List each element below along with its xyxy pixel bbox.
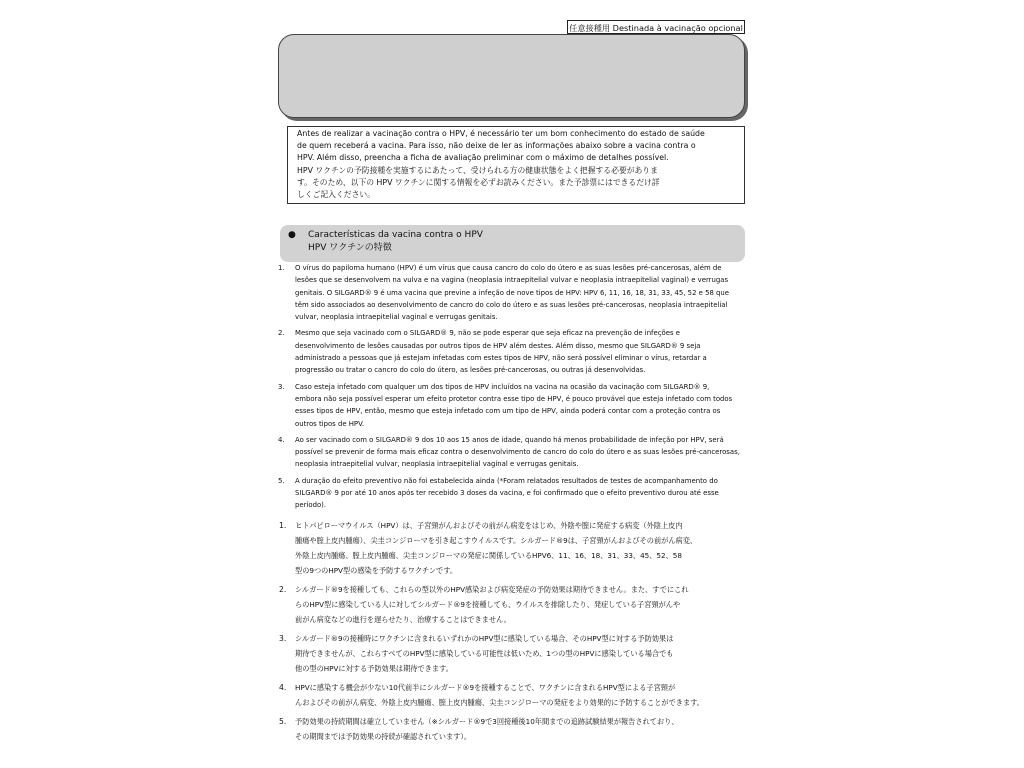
notice-line: de quem receberá a vacina. Para isso, não deixe de ler as informações abaixo sobre a vacina contra o bbox=[297, 141, 696, 151]
jp-list-item bbox=[279, 631, 749, 676]
jp-item-number: 3. bbox=[279, 634, 287, 643]
pt-item-line: SILGARD® 9 por até 10 anos após ter recebido 3 doses da vacina, e foi confirmado que o efeito preventivo durou até esse bbox=[295, 489, 719, 498]
pt-item-line: desenvolvimento de lesões causadas por outros tipos de HPV além destes. Além disso, mesmo que SILGARD® 9 seja bbox=[295, 341, 701, 350]
pt-item-number: 5. bbox=[278, 476, 285, 485]
jp-item-line: シルガード®9の接種時にワクチンに含まれるいずれかのHPV型に感染している場合、そのHPV型に対する予防効果は bbox=[295, 634, 674, 643]
optional-vaccination-badge: 任意接種用 Destinada à vacinação opcional bbox=[567, 20, 745, 34]
jp-item-line: らのHPV型に感染している人に対してシルガード®9を接種しても、ウイルスを排除したり、発症している子宮頸がんや bbox=[295, 600, 681, 609]
pt-list-item bbox=[278, 327, 748, 376]
jp-item-line: HPVに感染する機会が少ない10代前半にシルガード®9を接種することで、ワクチンに含まれるHPV型による子宮頸が bbox=[295, 683, 676, 692]
pt-item-number: 1. bbox=[278, 264, 285, 272]
pt-item-number: 3. bbox=[278, 382, 285, 391]
notice-line: HPV ワクチンの予防接種を実施するにあたって、受けられる方の健康状態をよく把握する必要がありま bbox=[297, 165, 658, 175]
pt-list-item bbox=[278, 381, 748, 430]
jp-item-number: 1. bbox=[279, 521, 287, 530]
pt-item-line: lesões que se desenvolvem na vulva e na vagina (neoplasia intraepitelial vulvar e neoplasia intraepitelial vaginal) e verrugas bbox=[295, 276, 729, 285]
pt-item-line: O vírus do papiloma humano (HPV) é um vírus que causa cancro do colo do útero e as suas lesões pré-cancerosas, além de bbox=[295, 264, 722, 272]
pt-item-line: A duração do efeito preventivo não foi estabelecida ainda (*Foram relatados resultados de testes de acompanhamento do bbox=[295, 476, 718, 485]
jp-item-line: 他の型のHPVに対する予防効果は期待できます。 bbox=[295, 664, 453, 673]
jp-list-item bbox=[279, 518, 749, 578]
pt-item-line: vulvar, neoplasia intraepitelial vaginal e verrugas genitais. bbox=[295, 313, 498, 322]
pt-list-item bbox=[278, 262, 748, 323]
pt-item-line: genitais. O SILGARD® 9 é uma vacina que previne a infeção de nove tipos de HPV: HPV 6, 11, 16, 18, 31, 33, 45, 52 e 58 que bbox=[295, 288, 730, 297]
section-header bbox=[280, 225, 745, 262]
japanese-items-list bbox=[279, 518, 749, 748]
pt-list-item bbox=[278, 475, 748, 512]
pt-item-line: embora não seja possível esperar um efeito protetor contra esse tipo de HPV, é pouco provável que esteja infetado com todos bbox=[295, 394, 733, 403]
pt-item-line: administrado a pessoas que já estejam infetadas com estes tipos de HPV, não será possível eliminar o vírus, retardar a bbox=[295, 354, 707, 363]
pt-item-line: Ao ser vacinado com o SILGARD® 9 dos 10 aos 15 anos de idade, quando há menos probabilidade de infeção por HPV, será bbox=[295, 435, 724, 444]
pt-item-line: período). bbox=[295, 501, 327, 510]
jp-item-line: 予防効果の持続期間は確立していません（※シルガード®9で3回接種後10年間までの追跡試験結果が報告されており、 bbox=[295, 717, 679, 726]
pt-item-line: neoplasia intraepitelial vulvar, neoplasia intraepitelial vaginal e verrugas genitais. bbox=[295, 460, 579, 469]
notice-line: しくご記入ください。 bbox=[297, 190, 375, 200]
notice-line: HPV. Além disso, preencha a ficha de avaliação preliminar com o máximo de detalhes possível. bbox=[297, 153, 669, 163]
jp-item-line: んおよびその前がん病変、外陰上皮内腫瘍、膣上皮内腫瘍、尖圭コンジローマの発症をより効果的に予防することができます。 bbox=[295, 698, 704, 707]
pt-list-item bbox=[278, 434, 748, 471]
jp-item-line: シルガード®9を接種しても、これらの型以外のHPV感染および病変発症の予防効果は期待できません。また、すでにこれ bbox=[295, 585, 689, 594]
jp-list-item bbox=[279, 714, 749, 744]
title-box bbox=[278, 34, 745, 118]
pt-item-line: possível se prevenir de forma mais eficaz contra o desenvolvimento de cancro do colo do útero e as suas lesões pré-cancerosas, bbox=[295, 448, 740, 457]
pt-item-line: outros tipos de HPV. bbox=[295, 419, 365, 428]
pt-item-line: esses tipos de HPV, então, mesmo que esteja infetado com um tipo de HPV, ainda poderá contar com a proteção contra os bbox=[295, 407, 721, 416]
jp-item-number: 2. bbox=[279, 585, 287, 594]
pt-item-line: Caso esteja infetado com qualquer um dos tipos de HPV incluídos na vacina na ocasião da vacinação com SILGARD® 9, bbox=[295, 382, 710, 391]
preliminary-notice bbox=[287, 126, 745, 204]
pt-item-number: 4. bbox=[278, 435, 285, 444]
pt-item-number: 2. bbox=[278, 329, 285, 338]
jp-item-line: 期待できませんが、これらすべてのHPV型に感染している可能性は低いため、1つの型のHPVに感染している場合でも bbox=[295, 649, 674, 658]
section-bullet: ● bbox=[288, 230, 296, 240]
notice-line: す。そのため、以下の HPV ワクチンに関する情報を必ずお読みください。また予診票にはできるだけ詳 bbox=[297, 177, 660, 187]
jp-item-line: 腫瘍や膣上皮内腫瘍）、尖圭コンジローマを引き起こすウイルスです。シルガード®9は、子宮頸がんおよびその前がん病変、 bbox=[295, 536, 698, 545]
jp-item-line: 型の9つのHPV型の感染を予防するワクチンです。 bbox=[295, 566, 458, 575]
jp-item-number: 4. bbox=[279, 683, 287, 692]
pt-item-line: progressão ou tratar o cancro do colo do útero, as lesões pré-cancerosas, ou outras já desenvolvidas. bbox=[295, 366, 646, 375]
portuguese-items-list bbox=[278, 262, 748, 516]
jp-list-item bbox=[279, 680, 749, 710]
pt-item-line: Mesmo que seja vacinado com o SILGARD® 9, não se pode esperar que seja eficaz na prevenção de infeções e bbox=[295, 329, 680, 338]
jp-item-line: その期間までは予防効果の持続が確認されています）。 bbox=[295, 732, 472, 741]
jp-item-number: 5. bbox=[279, 717, 287, 726]
section-title-portuguese: Características da vacina contra o HPV bbox=[308, 230, 483, 240]
jp-item-line: ヒトパピローマウイルス（HPV）は、子宮頸がんおよびその前がん病変をはじめ、外陰や膣に発症する病変（外陰上皮内 bbox=[295, 521, 683, 530]
section-title-japanese: HPV ワクチンの特徴 bbox=[308, 243, 392, 253]
jp-item-line: 前がん病変などの進行を遅らせたり、治療することはできません。 bbox=[295, 615, 511, 624]
jp-list-item bbox=[279, 582, 749, 627]
pt-item-line: têm sido associados ao desenvolvimento de cancro do colo do útero e as suas lesões pré-cancerosas, neoplasia intraepitelial bbox=[295, 300, 728, 309]
jp-item-line: 外陰上皮内腫瘍、膣上皮内腫瘍、尖圭コンジローマの発症に関係しているHPV6、11、16、18、31、33、45、52、58 bbox=[295, 551, 682, 560]
notice-line: Antes de realizar a vacinação contra o HPV, é necessário ter um bom conhecimento do estado de saúde bbox=[297, 129, 705, 138]
